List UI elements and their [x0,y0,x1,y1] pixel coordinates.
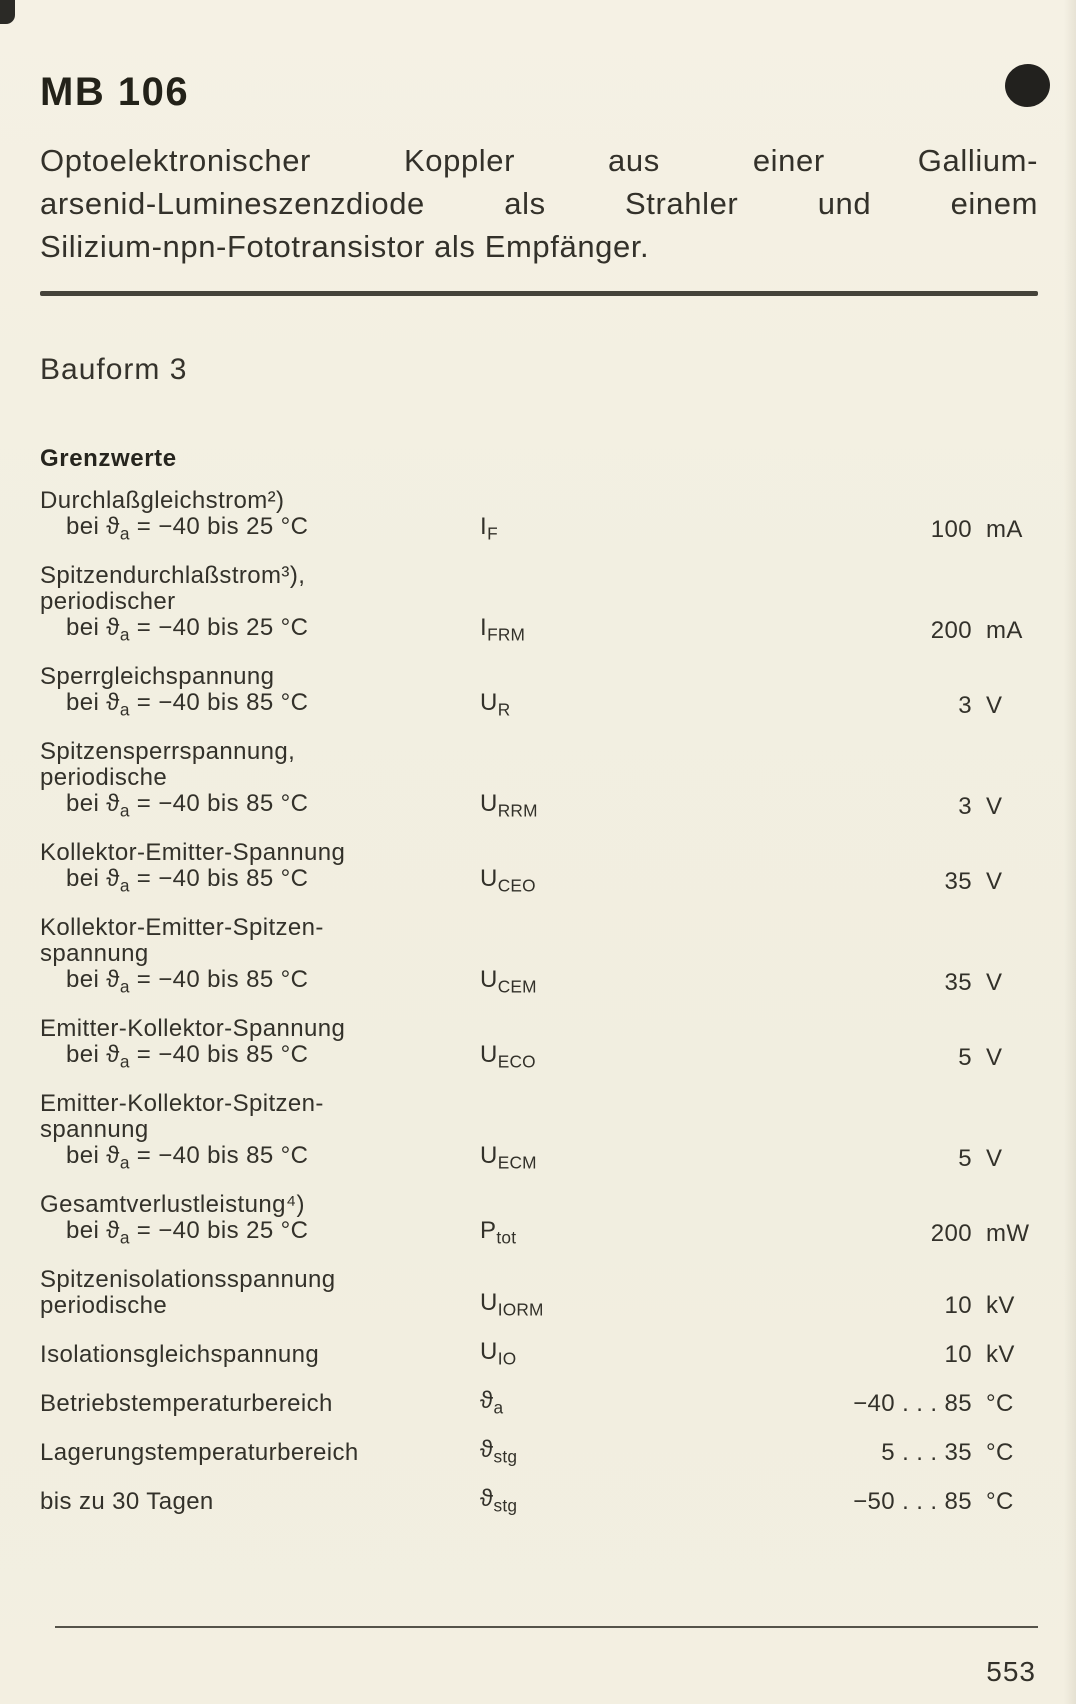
condition-subscript: a [119,875,130,896]
parameter-label [40,488,480,543]
bauform-label: Bauform 3 [40,353,188,386]
parameter-name: Emitter-Kollektor-Spitzen- [40,1089,324,1117]
parameter-value: 200 [930,616,972,644]
limit-row [40,563,1038,644]
symbol-subscript: R [497,699,511,720]
device-description [40,139,1038,268]
parameter-label [40,1391,480,1417]
parameter-name: Kollektor-Emitter-Spitzen- [40,913,324,941]
parameter-name: Durchlaßgleichstrom²) [40,487,285,514]
symbol-subscript: a [493,1397,504,1418]
parameter-symbol: $P_{tot}$ [480,1216,517,1248]
parameter-value: 100 [930,515,972,543]
parameter-name: spannung [40,939,149,967]
parameter-symbol: $U_{IO}$ [480,1337,517,1369]
limits-table [40,488,1038,1515]
parameter-label [40,1440,480,1466]
symbol-subscript: ECO [497,1051,536,1072]
parameter-condition: bei $ϑ_a = -40$ bis 85 °C [66,789,309,821]
condition-subscript: a [119,624,130,645]
page-number: 553 [986,1656,1036,1687]
condition-subscript: a [119,523,130,544]
parameter-condition: bei $ϑ_a = -40$ bis 25 °C [66,613,309,645]
description-line: Optoelektronischer Koppler aus einer Gallium- [40,143,1038,178]
parameter-symbol: $ϑ_{stg}$ [480,1484,518,1516]
parameter-condition: bei $ϑ_a = -40$ bis 85 °C [66,688,309,720]
symbol-subscript: stg [493,1495,518,1516]
limit-row [40,1091,1038,1172]
parameter-name: periodische [40,1291,168,1319]
symbol-subscript: ECM [497,1152,537,1173]
parameter-symbol: $U_{CEO}$ [480,864,536,896]
symbol-subscript: CEM [497,976,537,997]
parameter-label [40,563,480,644]
limit-row [40,915,1038,996]
page-title: MB 106 [40,70,190,114]
parameter-symbol: $U_{ECO}$ [480,1040,536,1072]
symbol-subscript: tot [496,1227,517,1248]
parameter-name: Spitzenisolationsspannung [40,1265,336,1293]
parameter-condition: bei $ϑ_a = -40$ bis 85 °C [66,1040,309,1072]
parameter-name: Spitzensperrspannung, [40,737,296,765]
parameter-value: −50 . . . 85 [853,1487,972,1515]
limit-row [40,739,1038,820]
parameter-unit: V [986,691,1003,719]
condition-subscript: a [119,699,130,720]
parameter-condition: bei $ϑ_a = -40$ bis 25 °C [66,1216,309,1248]
parameter-label [40,915,480,996]
parameter-symbol: $U_{CEM}$ [480,965,537,997]
parameter-symbol: $I_{FRM}$ [480,613,526,645]
parameter-name: Betriebstemperaturbereich [40,1389,333,1417]
parameter-name: Spitzendurchlaßstrom³), [40,561,306,589]
parameter-symbol: $ϑ_{stg}$ [480,1435,518,1467]
limit-row [40,488,1038,543]
parameter-symbol: $U_{ECM}$ [480,1141,537,1173]
parameter-name: Sperrgleichspannung [40,662,275,690]
parameter-name: Emitter-Kollektor-Spannung [40,1014,346,1042]
parameter-label [40,739,480,820]
symbol-subscript: stg [493,1446,518,1467]
parameter-label [40,1489,480,1515]
parameter-condition: bei $ϑ_a = -40$ bis 25 °C [66,513,309,544]
parameter-unit: °C [986,1389,1014,1417]
parameter-unit: kV [986,1291,1015,1319]
limit-row [40,1192,1038,1247]
symbol-subscript: CEO [497,875,536,896]
parameter-label [40,1016,480,1071]
parameter-value: 5 . . . 35 [881,1438,972,1466]
parameter-symbol: $U_R$ [480,688,511,720]
parameter-unit: V [986,1144,1003,1172]
parameter-unit: mA [986,515,1023,543]
limit-row [40,840,1038,895]
parameter-name: spannung [40,1115,149,1143]
limit-row [40,1016,1038,1071]
header [40,0,1038,114]
scan-artifact-mark [0,0,15,24]
symbol-subscript: F [487,523,498,544]
description-line: arsenid-Lumineszenzdiode als Strahler und einem [40,186,1038,221]
symbol-subscript: FRM [487,624,526,645]
parameter-unit: kV [986,1340,1015,1368]
limit-row [40,1437,1038,1466]
limit-row [40,1486,1038,1515]
parameter-value: 35 [944,968,972,996]
parameter-value: 35 [944,867,972,895]
parameter-label [40,1091,480,1172]
parameter-symbol: $U_{IORM}$ [480,1288,544,1320]
limit-row [40,1388,1038,1417]
parameter-label [40,1192,480,1247]
parameter-label [40,1267,480,1319]
parameter-name: Kollektor-Emitter-Spannung [40,838,346,866]
limit-row [40,1339,1038,1368]
parameter-value: 10 [944,1340,972,1368]
parameter-value: 10 [944,1291,972,1319]
parameter-condition: bei $ϑ_a = -40$ bis 85 °C [66,864,309,896]
parameter-value: 200 [930,1219,972,1247]
description-line: Silizium-npn-Fototransistor als Empfänger. [40,229,650,264]
parameter-symbol: $U_{RRM}$ [480,789,538,821]
parameter-symbol: $I_F$ [480,513,498,544]
parameter-value: 3 [958,792,972,820]
symbol-subscript: RRM [497,800,538,821]
parameter-name: Lagerungstemperaturbereich [40,1438,359,1466]
parameter-unit: °C [986,1438,1014,1466]
parameter-condition: bei $ϑ_a = -40$ bis 85 °C [66,1141,309,1173]
parameter-unit: V [986,968,1003,996]
condition-subscript: a [119,1051,130,1072]
condition-subscript: a [119,800,130,821]
parameter-condition: bei $ϑ_a = -40$ bis 85 °C [66,965,309,997]
condition-subscript: a [119,976,130,997]
limit-row [40,1267,1038,1319]
parameter-value: −40 . . . 85 [853,1389,972,1417]
parameter-name: periodische [40,763,168,791]
parameter-unit: °C [986,1487,1014,1515]
parameter-label [40,664,480,719]
parameter-name: Isolationsgleichspannung [40,1340,320,1368]
symbol-subscript: IORM [497,1299,544,1320]
parameter-name: periodischer [40,587,176,615]
parameter-value: 3 [958,691,972,719]
grenzwerte-heading: Grenzwerte [40,445,177,472]
parameter-symbol: $ϑ_a$ [480,1386,504,1418]
parameter-unit: V [986,792,1003,820]
header-divider [40,291,1038,296]
parameter-value: 5 [958,1144,972,1172]
parameter-name: bis zu 30 Tagen [40,1487,214,1515]
limit-row [40,664,1038,719]
parameter-label [40,1342,480,1368]
parameter-unit: V [986,1043,1003,1071]
condition-subscript: a [119,1152,130,1173]
parameter-unit: mW [986,1219,1030,1247]
parameter-label [40,840,480,895]
parameter-value: 5 [958,1043,972,1071]
parameter-unit: V [986,867,1003,895]
symbol-subscript: IO [497,1348,517,1369]
footer-divider [55,1626,1038,1628]
parameter-unit: mA [986,616,1023,644]
condition-subscript: a [119,1227,130,1248]
parameter-name: Gesamtverlustleistung⁴) [40,1190,305,1218]
